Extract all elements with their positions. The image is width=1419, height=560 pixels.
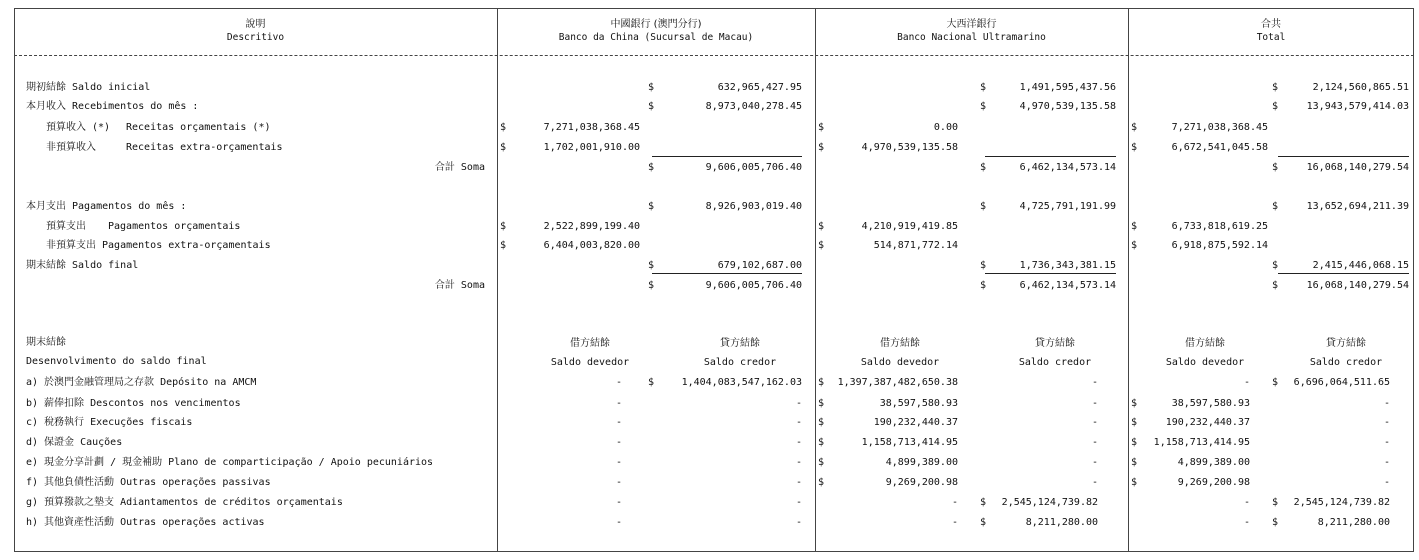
header-pt: Total (1256, 32, 1286, 43)
sum-underline (1278, 273, 1409, 274)
value-cell: 8,211,280.00 (1025, 517, 1098, 528)
value-cell: 9,269,200.98 (1177, 477, 1250, 488)
header-pt: Descritivo (226, 32, 285, 43)
value-cell: 38,597,580.93 (1171, 398, 1250, 409)
currency-sign: $ (1272, 377, 1279, 388)
value-cell: - (1091, 437, 1098, 448)
currency-sign: $ (980, 497, 987, 508)
value-cell: 4,970,539,135.58 (1019, 101, 1116, 112)
section-title-pt: Desenvolvimento do saldo final (26, 356, 207, 367)
value-cell: 7,271,038,368.45 (543, 122, 640, 133)
value-cell: 4,899,389.00 (1177, 457, 1250, 468)
currency-sign: $ (1272, 162, 1279, 173)
soma-label: 合計 Soma (434, 162, 485, 173)
column-divider (815, 8, 816, 552)
header-descritivo (14, 18, 497, 44)
value-cell: 6,462,134,573.14 (1019, 162, 1116, 173)
dev-row-label: h) 其他資產性活動 Outras operações activas (26, 517, 265, 528)
value-cell: - (1091, 398, 1098, 409)
currency-sign: $ (1131, 417, 1138, 428)
dev-row-label: b) 薪俸扣除 Descontos nos vencimentos (26, 398, 241, 409)
currency-sign: $ (1131, 477, 1138, 488)
value-cell: 8,211,280.00 (1317, 517, 1390, 528)
currency-sign: $ (980, 162, 987, 173)
currency-sign: $ (648, 162, 655, 173)
value-cell: - (1243, 497, 1250, 508)
value-cell: 2,415,446,068.15 (1312, 260, 1409, 271)
value-cell: 8,973,040,278.45 (705, 101, 802, 112)
row-label-zh: 非預算收入 (46, 142, 96, 153)
currency-sign: $ (648, 82, 655, 93)
currency-sign: $ (1272, 280, 1279, 291)
row-label: 期末結餘 Saldo final (26, 260, 139, 271)
header-total (1128, 18, 1414, 44)
currency-sign: $ (1272, 201, 1279, 212)
value-cell: 4,899,389.00 (885, 457, 958, 468)
value-cell: 6,696,064,511.65 (1293, 377, 1390, 388)
currency-sign: $ (980, 101, 987, 112)
value-cell: - (795, 417, 802, 428)
value-cell: - (951, 517, 958, 528)
dev-row-label: e) 現金分享計劃 / 現金補助 Plano de comparticipação / Apoio pecuniários (26, 457, 434, 468)
row-label-pt: Receitas orçamentais (*) (126, 122, 271, 133)
row-label-pt: Pagamentos orçamentais (108, 221, 241, 232)
value-cell: - (1383, 417, 1390, 428)
currency-sign: $ (648, 260, 655, 271)
col-cred-pt: Saldo credor (1018, 357, 1092, 368)
currency-sign: $ (648, 377, 655, 388)
col-dev-pt: Saldo devedor (550, 357, 630, 368)
value-cell: - (795, 398, 802, 409)
value-cell: 2,522,899,199.40 (543, 221, 640, 232)
col-dev-zh: 借方結餘 (1185, 338, 1225, 349)
currency-sign: $ (1131, 457, 1138, 468)
col-cred-zh: 貸方結餘 (1326, 338, 1366, 349)
column-divider (1128, 8, 1129, 552)
currency-sign: $ (818, 398, 825, 409)
header-divider (14, 55, 1414, 56)
row-label-zh: 預算支出 (46, 221, 86, 232)
value-cell: 1,702,001,910.00 (543, 142, 640, 153)
currency-sign: $ (980, 260, 987, 271)
currency-sign: $ (1272, 101, 1279, 112)
value-cell: - (1383, 457, 1390, 468)
col-dev-zh: 借方結餘 (880, 338, 920, 349)
value-cell: - (1383, 437, 1390, 448)
value-cell: 190,232,440.37 (1165, 417, 1250, 428)
value-cell: 9,269,200.98 (885, 477, 958, 488)
currency-sign: $ (1131, 240, 1138, 251)
currency-sign: $ (1272, 260, 1279, 271)
header-zh: 中國銀行 (澳門分行) (610, 19, 702, 30)
value-cell: - (795, 437, 802, 448)
value-cell: - (615, 377, 622, 388)
sum-underline (985, 273, 1116, 274)
col-cred-zh: 貸方結餘 (720, 338, 760, 349)
currency-sign: $ (648, 201, 655, 212)
value-cell: - (1383, 477, 1390, 488)
currency-sign: $ (818, 377, 825, 388)
value-cell: 632,965,427.95 (717, 82, 802, 93)
header-bnu (815, 18, 1128, 44)
section-title-zh: 期末結餘 (26, 337, 66, 348)
value-cell: 2,545,124,739.82 (1293, 497, 1390, 508)
row-label: 本月支出 Pagamentos do mês : (26, 201, 187, 212)
value-cell: 1,158,713,414.95 (861, 437, 958, 448)
sum-underline (652, 156, 802, 157)
row-label: 非預算支出 Pagamentos extra-orçamentais (46, 240, 271, 251)
value-cell: - (795, 497, 802, 508)
currency-sign: $ (500, 142, 507, 153)
currency-sign: $ (818, 142, 825, 153)
value-cell: 6,733,818,619.25 (1171, 221, 1268, 232)
value-cell: 1,404,083,547,162.03 (681, 377, 802, 388)
value-cell: 9,606,005,706.40 (705, 280, 802, 291)
dev-row-label: f) 其他負債性活動 Outras operações passivas (26, 477, 271, 488)
dev-row-label: d) 保證金 Cauções (26, 437, 123, 448)
value-cell: - (615, 517, 622, 528)
value-cell: - (1091, 377, 1098, 388)
value-cell: 1,491,595,437.56 (1019, 82, 1116, 93)
currency-sign: $ (1272, 82, 1279, 93)
row-label: 本月收入 Recebimentos do mês : (26, 101, 199, 112)
value-cell: 4,725,791,191.99 (1019, 201, 1116, 212)
value-cell: - (615, 477, 622, 488)
value-cell: - (1243, 377, 1250, 388)
value-cell: 4,210,919,419.85 (861, 221, 958, 232)
currency-sign: $ (648, 280, 655, 291)
value-cell: - (795, 517, 802, 528)
currency-sign: $ (818, 417, 825, 428)
currency-sign: $ (818, 122, 825, 133)
value-cell: - (615, 497, 622, 508)
value-cell: 16,068,140,279.54 (1306, 280, 1409, 291)
currency-sign: $ (648, 101, 655, 112)
value-cell: 1,736,343,381.15 (1019, 260, 1116, 271)
value-cell: 2,545,124,739.82 (1001, 497, 1098, 508)
header-zh: 大西洋銀行 (946, 19, 997, 30)
currency-sign: $ (1131, 221, 1138, 232)
header-zh: 說明 (245, 19, 266, 30)
currency-sign: $ (818, 477, 825, 488)
currency-sign: $ (1131, 142, 1138, 153)
value-cell: - (1091, 457, 1098, 468)
value-cell: - (1383, 398, 1390, 409)
currency-sign: $ (818, 221, 825, 232)
value-cell: 514,871,772.14 (873, 240, 958, 251)
value-cell: - (615, 437, 622, 448)
value-cell: 0.00 (933, 122, 958, 133)
value-cell: - (615, 457, 622, 468)
currency-sign: $ (980, 201, 987, 212)
currency-sign: $ (1131, 437, 1138, 448)
col-cred-pt: Saldo credor (1309, 357, 1383, 368)
currency-sign: $ (818, 437, 825, 448)
value-cell: - (951, 497, 958, 508)
currency-sign: $ (980, 517, 987, 528)
header-banco-da-china (497, 18, 815, 44)
value-cell: 9,606,005,706.40 (705, 162, 802, 173)
col-cred-pt: Saldo credor (703, 357, 777, 368)
value-cell: 7,271,038,368.45 (1171, 122, 1268, 133)
sum-underline (1278, 156, 1409, 157)
value-cell: 16,068,140,279.54 (1306, 162, 1409, 173)
header-zh: 合共 (1261, 19, 1281, 30)
value-cell: - (795, 457, 802, 468)
row-label-pt: Receitas extra-orçamentais (126, 142, 283, 153)
currency-sign: $ (818, 457, 825, 468)
header-pt: Banco Nacional Ultramarino (897, 32, 1046, 43)
value-cell: - (615, 417, 622, 428)
value-cell: 1,397,387,482,650.38 (837, 377, 958, 388)
value-cell: 190,232,440.37 (873, 417, 958, 428)
currency-sign: $ (500, 240, 507, 251)
value-cell: 679,102,687.00 (717, 260, 802, 271)
value-cell: 2,124,560,865.51 (1312, 82, 1409, 93)
soma-label: 合計 Soma (434, 280, 485, 291)
col-dev-pt: Saldo devedor (1165, 357, 1245, 368)
column-divider (497, 8, 498, 552)
value-cell: 6,918,875,592.14 (1171, 240, 1268, 251)
currency-sign: $ (1131, 122, 1138, 133)
value-cell: - (795, 477, 802, 488)
currency-sign: $ (980, 82, 987, 93)
currency-sign: $ (980, 280, 987, 291)
col-dev-zh: 借方結餘 (570, 338, 610, 349)
value-cell: 13,652,694,211.39 (1306, 201, 1409, 212)
value-cell: 6,672,541,045.58 (1171, 142, 1268, 153)
value-cell: 8,926,903,019.40 (705, 201, 802, 212)
currency-sign: $ (1272, 497, 1279, 508)
value-cell: 38,597,580.93 (879, 398, 958, 409)
value-cell: 4,970,539,135.58 (861, 142, 958, 153)
dev-row-label: a) 於澳門金融管理局之存款 Depósito na AMCM (26, 377, 257, 388)
col-dev-pt: Saldo devedor (860, 357, 940, 368)
value-cell: 1,158,713,414.95 (1153, 437, 1250, 448)
row-label-zh: 預算收入 (*) (46, 122, 111, 133)
sum-underline (985, 156, 1116, 157)
value-cell: - (1091, 477, 1098, 488)
value-cell: - (1091, 417, 1098, 428)
value-cell: 6,462,134,573.14 (1019, 280, 1116, 291)
currency-sign: $ (818, 240, 825, 251)
col-cred-zh: 貸方結餘 (1035, 338, 1075, 349)
sum-underline (652, 273, 802, 274)
dev-row-label: c) 稅務執行 Execuções fiscais (26, 417, 193, 428)
value-cell: - (1243, 517, 1250, 528)
value-cell: 6,404,003,820.00 (543, 240, 640, 251)
header-pt: Banco da China (Sucursal de Macau) (558, 32, 754, 43)
dev-row-label: g) 預算撥款之墊支 Adiantamentos de créditos orçamentais (26, 497, 343, 508)
value-cell: - (615, 398, 622, 409)
currency-sign: $ (500, 122, 507, 133)
currency-sign: $ (1272, 517, 1279, 528)
currency-sign: $ (1131, 398, 1138, 409)
currency-sign: $ (500, 221, 507, 232)
row-label: 期初結餘 Saldo inicial (26, 82, 151, 93)
value-cell: 13,943,579,414.03 (1306, 101, 1409, 112)
